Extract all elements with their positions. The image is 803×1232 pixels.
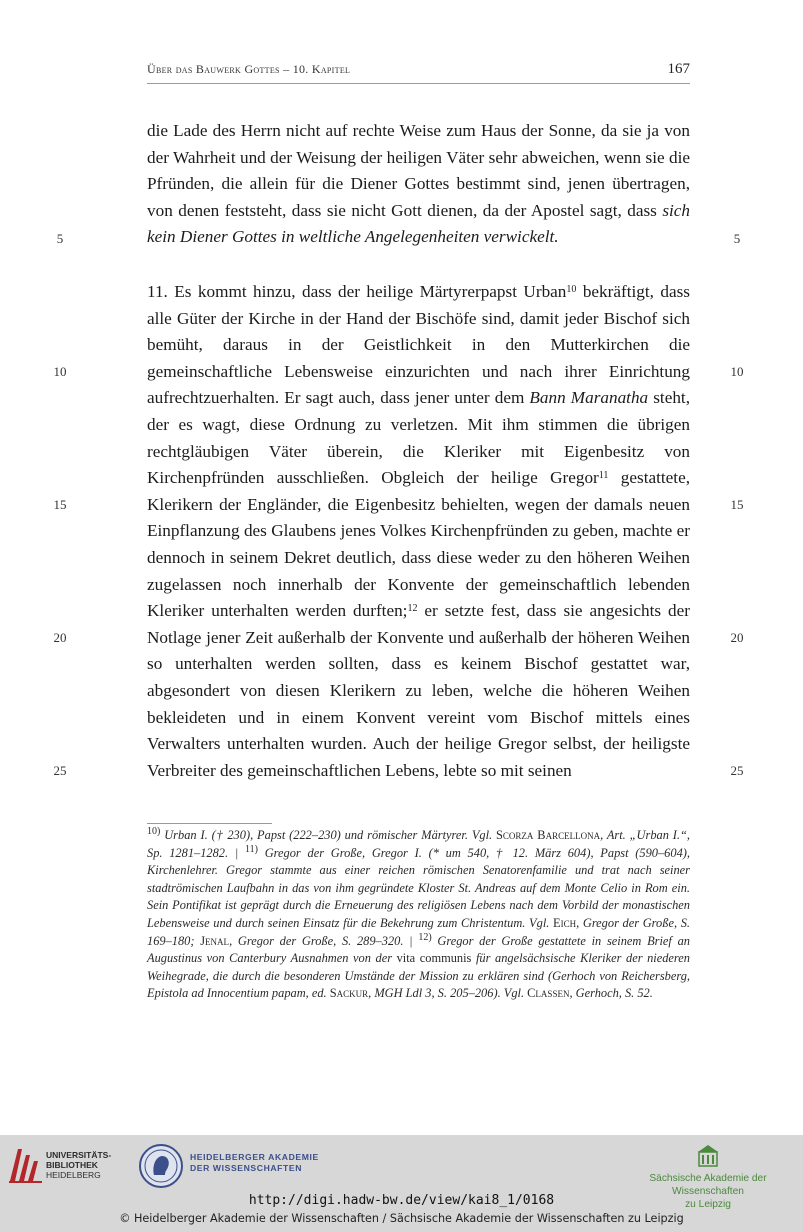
footnote-ref-12[interactable]: 12 xyxy=(407,603,418,615)
scripture-quote: sich kein Diener Gottes in weltliche Angelegenheiten verwickelt. xyxy=(147,200,690,247)
paragraph-2-text-b: bekräftigt, dass alle Güter der Kirche in der Hand der Bischöfe sind, damit jeder Bischof sich bemüht, daraus in der Geistlichkeit in den Mutterkirchen die gemeinschaftliche Lebensweise einzurichten und nach ihrer Einrichtung aufrechtzuerhalten. Er sagt auch, dass jener unter dem xyxy=(147,282,690,408)
author-scorza: Scorza Barcellona xyxy=(496,828,601,842)
paragraph-1 xyxy=(147,118,690,251)
footnote-marker-11: 11) xyxy=(245,843,258,855)
ub-line-3: HEIDELBERG xyxy=(46,1170,101,1180)
paragraph-2-text-c: steht, der es wagt, diese Ordnung zu verletzen. Mit ihm stimmen die übrigen rechtgläubigen Väter überein, die Kleriker mit Eigenbesitz von Kirchenpfründen ausschließen. Obgleich der heilige Gregor xyxy=(147,388,690,488)
university-library-name[interactable] xyxy=(46,1150,111,1180)
saxon-line-2: zu Leipzig xyxy=(685,1199,731,1210)
footnote-10-citation: , Art. „Urban I.“, Sp. 1281–1282. | xyxy=(147,828,690,860)
footnote-11-citation-b: , Gregor der Große, S. 289–320. | xyxy=(229,933,419,948)
hadw-line-1: HEIDELBERGER AKADEMIE xyxy=(190,1152,319,1162)
footnote-12-text-c: , MGH Ldl 3, S. 205–206). Vgl. xyxy=(368,986,528,1001)
footnote-12-text-b: für angelsächsische Kleriker der niederen Weihegrade, die durch die besonderen Umstände der Mission zu erklären sind (Gerhoch von Reichersberg, Epistola ad Innocentium papam, ed. xyxy=(147,951,690,1001)
paragraph-2-text-a: 11. Es kommt hinzu, dass der heilige Märtyrerpapst Urban xyxy=(147,282,567,301)
line-number-right: 15 xyxy=(730,497,744,512)
line-number-left: 5 xyxy=(56,231,64,246)
paragraph-2-text-e: er setzte fest, dass sie angesichts der Notlage jener Zeit außerhalb der Konvente und außerhalb der höheren Weihen so unterhalten werden sollten, dass es keinem Bischof gestattet war, abgesondert von diesen Klerikern zu leben, welche die höheren Weihen bekleideten und in einem Konvent vereint vom Bischof mittels eines Verwalters unterhalten wurden. Auch der heilige Gregor selbst, der heiligste Verbreiter des gemeinschaftlichen Lebens, lebte so mit seinen xyxy=(147,601,691,780)
footnote-marker-10: 10) xyxy=(147,826,161,837)
academy-seal-icon[interactable] xyxy=(138,1143,184,1189)
saxon-academy-building-icon[interactable] xyxy=(697,1144,719,1168)
line-number-right: 25 xyxy=(730,763,744,778)
term-bann-maranatha: Bann Maranatha xyxy=(529,388,649,408)
footnote-11-text: Gregor der Große, Gregor I. (* um 540, † 12. März 604), Papst (590–604), Kirchenlehrer. Gregor stammte aus einer reichen römischen Senatorenfamilie und trat nach seiner stadtrömischen Laufbahn in das von ihm gegründete Kloster St. Andreas auf dem Monte Celio in Rom ein. Sein Pontifikat ist geprägt durch die Erneuerung des religiösen Lebens nach dem Vorbild der monastischen Lebensweise und durch seinen Einsatz für die Bekehrung zum Christentum. Vgl. xyxy=(147,845,690,930)
paragraph-1-text: die Lade des Herrn nicht auf rechte Weise zum Haus der Sonne, da sie ja von der Wahrheit und der Weisung der heiligen Väter sehr abweichen, wenn sie die Pfründen, die allein für die Diener Gottes bestimmt sind, jenen übertragen, von denen feststeht, dass sie nicht Gott dienen, da der Apostel sagt, dass xyxy=(147,121,690,220)
page-number: 167 xyxy=(667,61,690,77)
term-vita-communis: vita communis xyxy=(396,951,472,966)
footnote-marker-12: 12) xyxy=(418,931,432,943)
footnote-divider xyxy=(147,823,272,824)
source-url-link[interactable]: http://digi.hadw-bw.de/view/kai8_1/0168 xyxy=(248,1193,555,1208)
author-sackur: Sackur xyxy=(329,986,369,1001)
line-number-right: 5 xyxy=(733,231,741,246)
footnotes xyxy=(147,827,690,1003)
paragraph-2-text-d: gestattete, Klerikern der Engländer, die Eigenbesitz behielten, wegen der damals neuen Einpflanzung des Glaubens jenes Volkes Kirchenpfründen zu geben, machte er dennoch in seinem Dekret deutlich, dass diese weder zu den höheren Weihen zugelassen noch innerhalb der Konvente der gemeinschaftlich lebenden Kleriker unterhalten werden durften; xyxy=(147,468,690,621)
footnote-11-citation-a: , Gregor der Große, S. 169–180; xyxy=(147,915,690,948)
footnote-ref-10[interactable]: 10 xyxy=(566,284,577,295)
author-jenal: Jenal xyxy=(200,933,230,948)
footnote-12-text-a: Gregor der Große gestattete in seinem Brief an Augustinus von Canterbury Ausnahmen von der xyxy=(147,933,690,966)
university-library-logo-icon[interactable] xyxy=(8,1145,44,1185)
footnote-12-text-d: , Gerhoch, S. 52. xyxy=(569,986,653,1001)
line-number-left: 10 xyxy=(53,364,67,379)
paragraph-2 xyxy=(147,279,690,784)
running-head xyxy=(147,61,690,84)
heidelberg-academy-name[interactable] xyxy=(190,1152,319,1174)
line-number-right: 20 xyxy=(730,630,744,645)
line-number-left: 20 xyxy=(53,630,67,645)
footnote-10-text: Urban I. († 230), Papst (222–230) und römischer Märtyrer. Vgl. xyxy=(160,828,497,842)
ub-line-1: UNIVERSITÄTS- xyxy=(46,1150,112,1160)
hadw-line-2: DER WISSENSCHAFTEN xyxy=(190,1163,303,1173)
author-eich: Eich xyxy=(553,915,577,930)
line-number-right: 10 xyxy=(730,364,744,379)
author-classen: Classen xyxy=(527,986,570,1001)
line-number-left: 25 xyxy=(53,763,67,778)
saxon-line-1: Sächsische Akademie der Wissenschaften xyxy=(649,1173,767,1197)
ub-line-2: BIBLIOTHEK xyxy=(46,1160,98,1170)
footnote-ref-11[interactable]: 11 xyxy=(598,470,609,482)
copyright-notice: © Heidelberger Akademie der Wissenschaften / Sächsische Akademie der Wissenschaften zu Leipzig xyxy=(119,1212,684,1225)
running-title: Über das Bauwerk Gottes – 10. Kapitel xyxy=(147,62,351,76)
footer-band xyxy=(0,1135,803,1232)
line-number-left: 15 xyxy=(53,497,67,512)
